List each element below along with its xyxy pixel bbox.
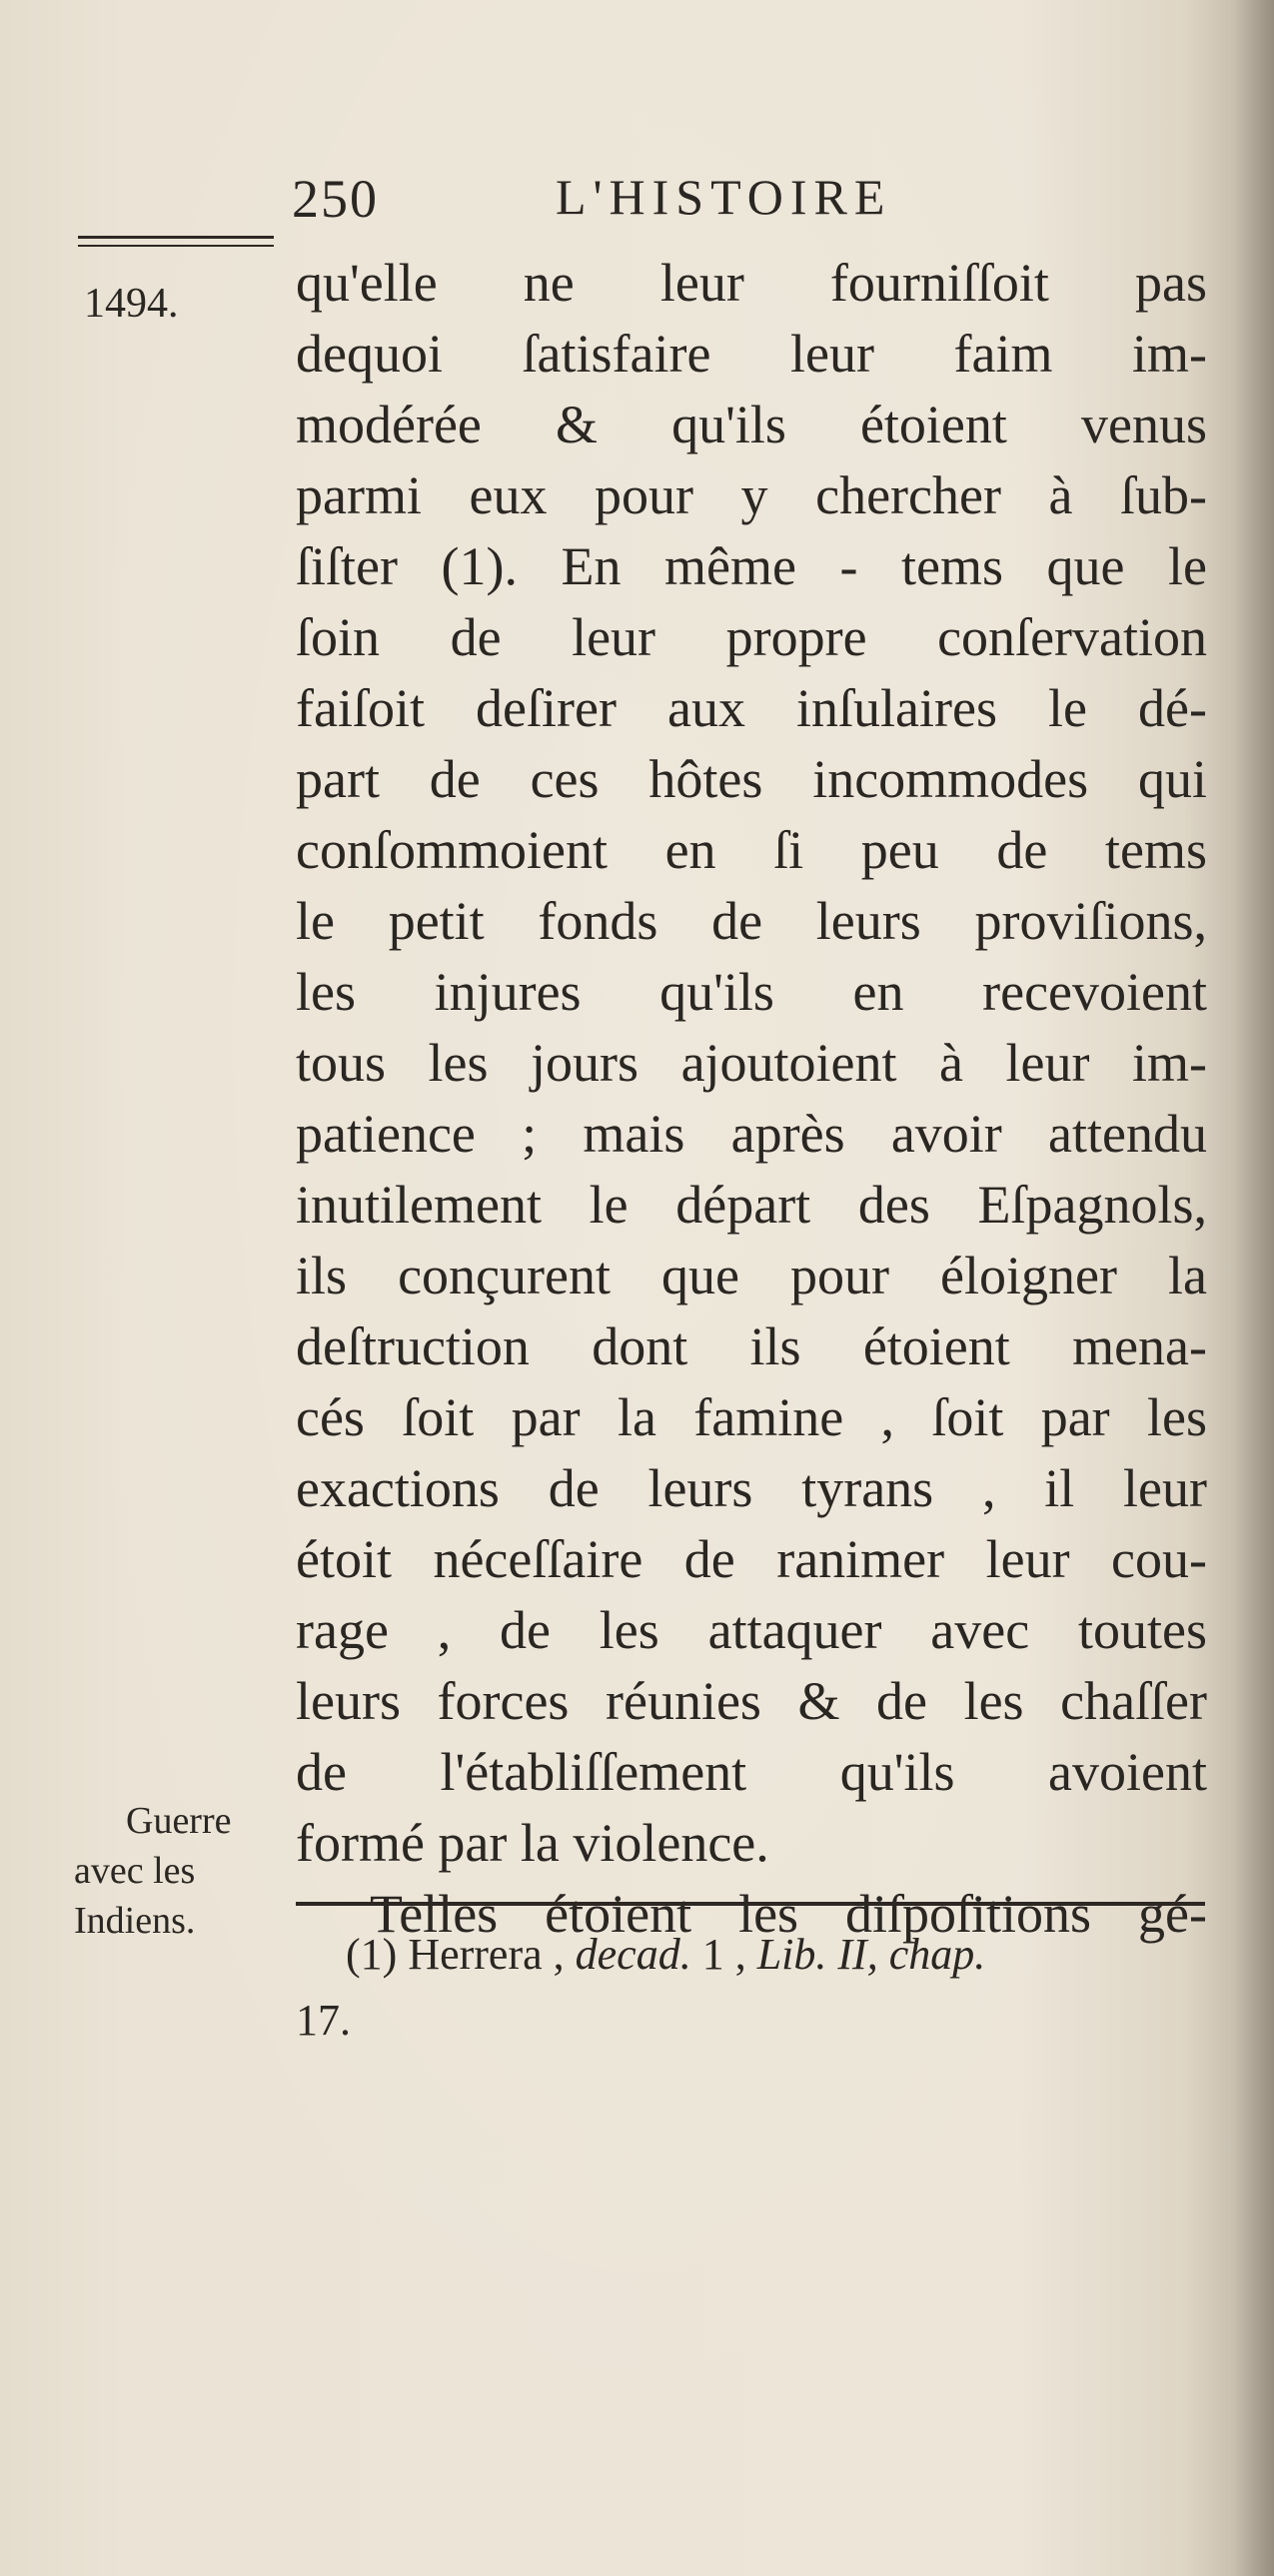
body-line: modérée & qu'ils étoient venus <box>296 395 1207 454</box>
side-note-line: avec les <box>74 1850 196 1892</box>
header-rule <box>78 236 274 247</box>
margin-year: 1494. <box>84 281 179 327</box>
body-line: ils conçurent que pour éloigner la <box>296 1246 1207 1305</box>
page-number: 250 <box>292 169 379 229</box>
body-line: qu'elle ne leur fourniſſoit pas <box>296 253 1207 313</box>
body-line: leurs forces réunies & de les chaſſer <box>296 1671 1207 1731</box>
body-line: patience ; mais après avoir attendu <box>296 1104 1207 1164</box>
body-line: dequoi ſatisfaire leur faim im- <box>296 324 1207 384</box>
footnote-marker: (1) <box>346 1930 398 1979</box>
footnote-decad-number: 1 , <box>701 1930 746 1979</box>
body-line: de l'établiſſement qu'ils avoient <box>296 1742 1207 1802</box>
body-line: ſoin de leur propre conſervation <box>296 607 1207 667</box>
paragraph-start-line: Telles étoient les diſpoſitions gé- <box>370 1884 1207 1944</box>
footnote-continuation: 17. <box>296 1996 351 2045</box>
body-line: le petit fonds de leurs proviſions, <box>296 891 1207 951</box>
body-line: rage , de les attaquer avec toutes <box>296 1600 1207 1660</box>
side-note-line: Indiens. <box>74 1900 196 1942</box>
footnote-author: Herrera , <box>408 1930 565 1979</box>
body-line: faiſoit deſirer aux inſulaires le dé- <box>296 678 1207 738</box>
running-title: L'HISTOIRE <box>556 169 892 225</box>
footnote-chap: , chap. <box>866 1930 986 1979</box>
body-line: étoit néceſſaire de ranimer leur cou- <box>296 1529 1207 1589</box>
body-line: deſtruction dont ils étoient mena- <box>296 1316 1207 1376</box>
body-line: tous les jours ajoutoient à leur im- <box>296 1033 1207 1093</box>
footnote-line <box>346 1922 1207 1988</box>
footnote-rule <box>296 1902 1205 1906</box>
body-text <box>296 248 1207 1950</box>
body-line: exactions de leurs tyrans , il leur <box>296 1458 1207 1518</box>
footnote-lib: Lib. II <box>756 1930 867 1979</box>
body-line: formé par la violence. <box>296 1813 769 1873</box>
side-note-line: Guerre <box>126 1800 232 1842</box>
body-line: les injures qu'ils en recevoient <box>296 962 1207 1022</box>
body-line: part de ces hôtes incommodes qui <box>296 749 1207 809</box>
side-note <box>70 1796 290 1946</box>
body-line: inutilement le départ des Eſpagnols, <box>296 1175 1207 1235</box>
body-line: cés ſoit par la famine , ſoit par les <box>296 1387 1207 1447</box>
body-line: conſommoient en ſi peu de tems <box>296 820 1207 880</box>
footnote <box>296 1922 1207 2054</box>
footnote-decad: decad. <box>575 1930 691 1979</box>
body-line: ſiſter (1). En même - tems que le <box>296 536 1207 596</box>
body-line: parmi eux pour y chercher à ſub- <box>296 465 1207 525</box>
